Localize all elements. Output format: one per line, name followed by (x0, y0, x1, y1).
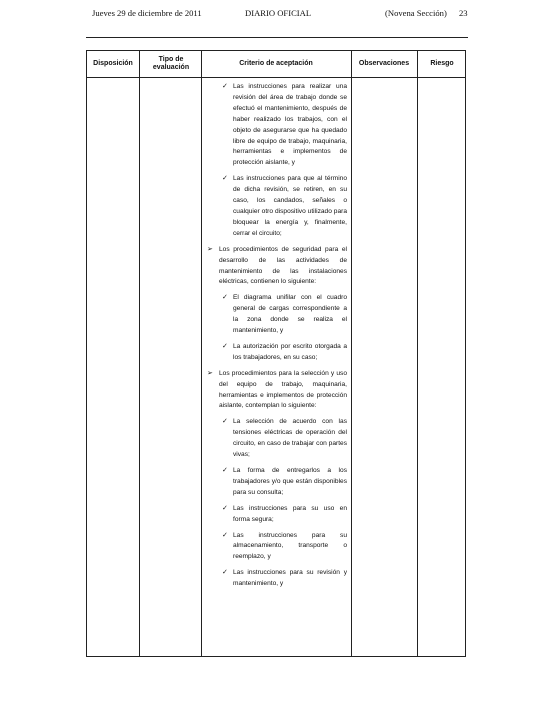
checkmark-icon: ✓ (222, 504, 228, 512)
checkmark-icon: ✓ (222, 175, 228, 183)
criteria-check-item (205, 82, 347, 169)
checkmark-icon: ✓ (222, 467, 228, 474)
criteria-text: La autorización por escrito otorgada a los trabajadores, en su caso; (233, 342, 347, 361)
criteria-text: Los procedimientos para la selección y uso del equipo de trabajo, maquinaria, herramientas e implementos de protección aislante, contemplan lo siguiente: (219, 369, 347, 410)
criteria-check-item (205, 417, 347, 461)
header-section: (Novena Sección) (385, 8, 447, 18)
criteria-check-item (205, 293, 347, 337)
criteria-text: El diagrama unifilar con el cuadro general de cargas correspondiente a la zona donde se realiza el mantenimiento, y (233, 294, 347, 335)
arrow-bullet-icon: ➢ (207, 369, 213, 377)
column-divider (139, 51, 140, 656)
criteria-text: Las instrucciones para su uso en forma segura; (233, 504, 347, 523)
criteria-text: Los procedimientos de seguridad para el desarrollo de las actividades de mantenimiento de las instalaciones eléctricas, contienen lo siguiente: (219, 245, 347, 286)
criteria-check-item (205, 342, 347, 364)
column-header-riesgo: Riesgo (430, 59, 454, 67)
column-header-tipo-evaluacion: Tipo de evaluación (152, 55, 190, 71)
criteria-text: Las instrucciones para su revisión y mantenimiento, y (233, 569, 347, 588)
criteria-bullet-item (205, 369, 347, 413)
criteria-check-item (205, 466, 347, 499)
criteria-bullet-item (205, 245, 347, 289)
checkmark-icon: ✓ (222, 418, 228, 426)
criteria-text: Las instrucciones para su almacenamiento, transporte o reemplazo, y (233, 531, 347, 561)
header-page-number: 23 (459, 8, 468, 18)
header-publication: DIARIO OFICIAL (245, 8, 312, 18)
checkmark-icon: ✓ (222, 531, 228, 539)
acceptance-table (86, 50, 466, 657)
checkmark-icon: ✓ (222, 342, 228, 350)
criteria-check-item (205, 504, 347, 526)
criteria-text: La forma de entregarlos a los trabajadores y/o que están disponibles para su consulta; (233, 467, 347, 496)
checkmark-icon: ✓ (222, 294, 228, 302)
column-divider (201, 51, 202, 656)
criteria-check-item (205, 174, 347, 239)
criteria-check-item (205, 531, 347, 564)
checkmark-icon: ✓ (222, 569, 228, 577)
checkmark-icon: ✓ (222, 83, 228, 90)
header-date: Jueves 29 de diciembre de 2011 (92, 8, 202, 18)
criteria-text: Las instrucciones para realizar una revisión del área de trabajo donde se efectuó el mantenimiento, después de haber realizado los trabajos, con el objeto de asegurarse que ha quedado libre de equipo de trabajo, maquinaria, herramientas e implementos de protección aislante, y (233, 83, 347, 167)
arrow-bullet-icon: ➢ (207, 245, 213, 253)
column-header-observaciones: Observaciones (358, 59, 410, 67)
column-divider (351, 51, 352, 656)
header-row-divider (87, 77, 465, 78)
column-header-disposicion: Disposición (93, 59, 133, 67)
column-header-criterio: Criterio de aceptación (239, 59, 313, 67)
header-rule (86, 37, 468, 38)
criteria-list (205, 82, 347, 595)
criteria-check-item (205, 568, 347, 590)
column-divider (417, 51, 418, 656)
criteria-text: La selección de acuerdo con las tensiones eléctricas de operación del circuito, en caso de trabajar con partes vivas; (233, 418, 347, 459)
criteria-text: Las instrucciones para que al término de dicha revisión, se retiren, en su caso, los candados, señales o cualquier otro dispositivo utilizado para bloquear la energía y, finalmente, cerrar el circuito; (233, 175, 347, 237)
page-header (0, 6, 553, 22)
